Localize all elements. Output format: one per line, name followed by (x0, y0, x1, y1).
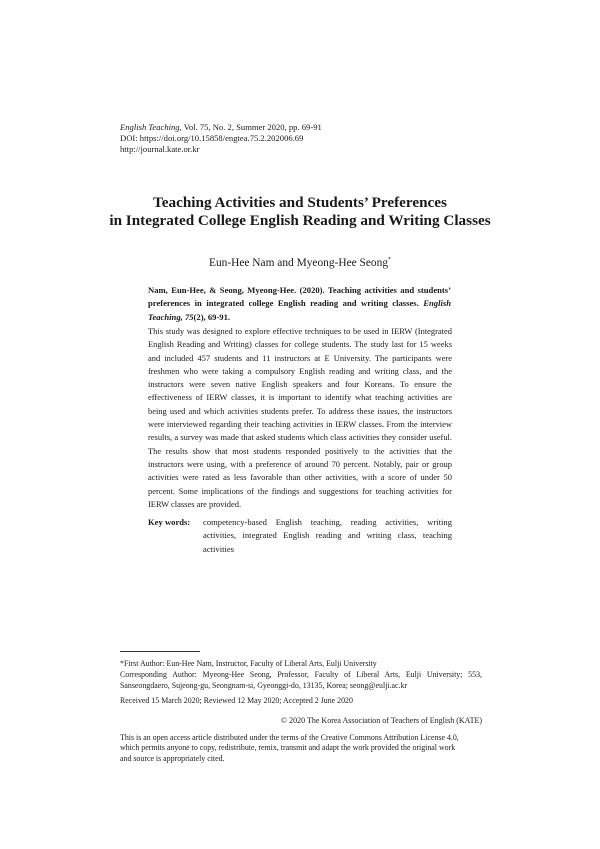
journal-header (120, 122, 322, 155)
footnotes (120, 658, 482, 706)
citation-text: Nam, Eun-Hee, & Seong, Myeong-Hee. (2020). Teaching activities and students’ preferences in integrated college English reading and writing classes. (148, 285, 451, 309)
corresponding-author-note: Corresponding Author: Myeong-Hee Seong, Professor, Faculty of Liberal Arts, Eulji University; 553, Sanseongdaero, Sujeong-gu, Seongnam-si, Gyeonggi-do, 13135, Korea; seong@eulji.ac.kr (120, 670, 482, 690)
title-line-2: in Integrated College English Reading and Writing Classes (109, 212, 491, 229)
title-line-1: Teaching Activities and Students’ Preferences (153, 194, 447, 211)
citation-block (148, 284, 451, 324)
citation-volume: , 75 (180, 311, 194, 322)
footnote-divider (120, 651, 200, 652)
received-dates: Received 15 March 2020; Reviewed 12 May 2020; Accepted 2 June 2020 (120, 696, 353, 705)
license-line-3: and source is appropriately cited. (120, 753, 225, 763)
journal-name: English Teaching (120, 122, 180, 132)
journal-details: , Vol. 75, No. 2, Summer 2020, pp. 69-91 (179, 122, 322, 132)
journal-doi[interactable]: DOI: https://doi.org/10.15858/engtea.75.2.202006.69 (120, 133, 304, 143)
license-line-2: which permits anyone to copy, redistribute, remix, transmit and adapt the work provided the original work (120, 743, 456, 753)
paper-title (100, 194, 500, 230)
license-notice (120, 733, 482, 764)
citation-journal: English Teaching (148, 298, 451, 322)
license-line-1: This is an open access article distributed under the terms of the Creative Commons Attribution License 4.0, (120, 733, 459, 742)
citation-issue-pages: (2), 69-91. (193, 311, 231, 322)
keywords-list: competency-based English teaching, reading activities, writing activities, integrated English reading and writing class, teaching activities (203, 517, 452, 554)
author-footnote-mark: * (388, 257, 392, 264)
journal-citation-line (120, 122, 322, 133)
abstract-paragraph: This study was designed to explore effective techniques to be used in IERW (Integrated English Reading and Writing) classes for college students. The study last for 15 weeks and included 457 students and 11 instructors at E University. The participants were freshmen who were taking a compulsory English reading and writing class, and the instructors were seven native English speakers and four Koreans. To ensure the effectiveness of IERW classes, it is important to identify what teaching activities are being used and which activities students prefer. To address these issues, the instructors were interviewed regarding their teaching activities in IERW classes. From the interview results, a survey was made that asked students which class activities they consider useful. The results show that most students responded positively to the activities that the instructors were using, with a preference of around 70 percent. Notably, pair or group activities were rated as less favorable than other activities, with a score of under 50 percent. Some implications of the findings and suggestions for teaching activities for IERW classes are provided. (148, 326, 452, 509)
author-line (100, 257, 500, 269)
copyright-line: © 2020 The Korea Association of Teachers of English (KATE) (281, 716, 482, 725)
first-author-note: *First Author: Eun-Hee Nam, Instructor, Faculty of Liberal Arts, Eulji University (120, 659, 377, 668)
keywords-label: Key words: (148, 517, 191, 527)
author-names: Eun-Hee Nam and Myeong-Hee Seong (208, 257, 389, 269)
journal-url[interactable]: http://journal.kate.or.kr (120, 144, 200, 154)
